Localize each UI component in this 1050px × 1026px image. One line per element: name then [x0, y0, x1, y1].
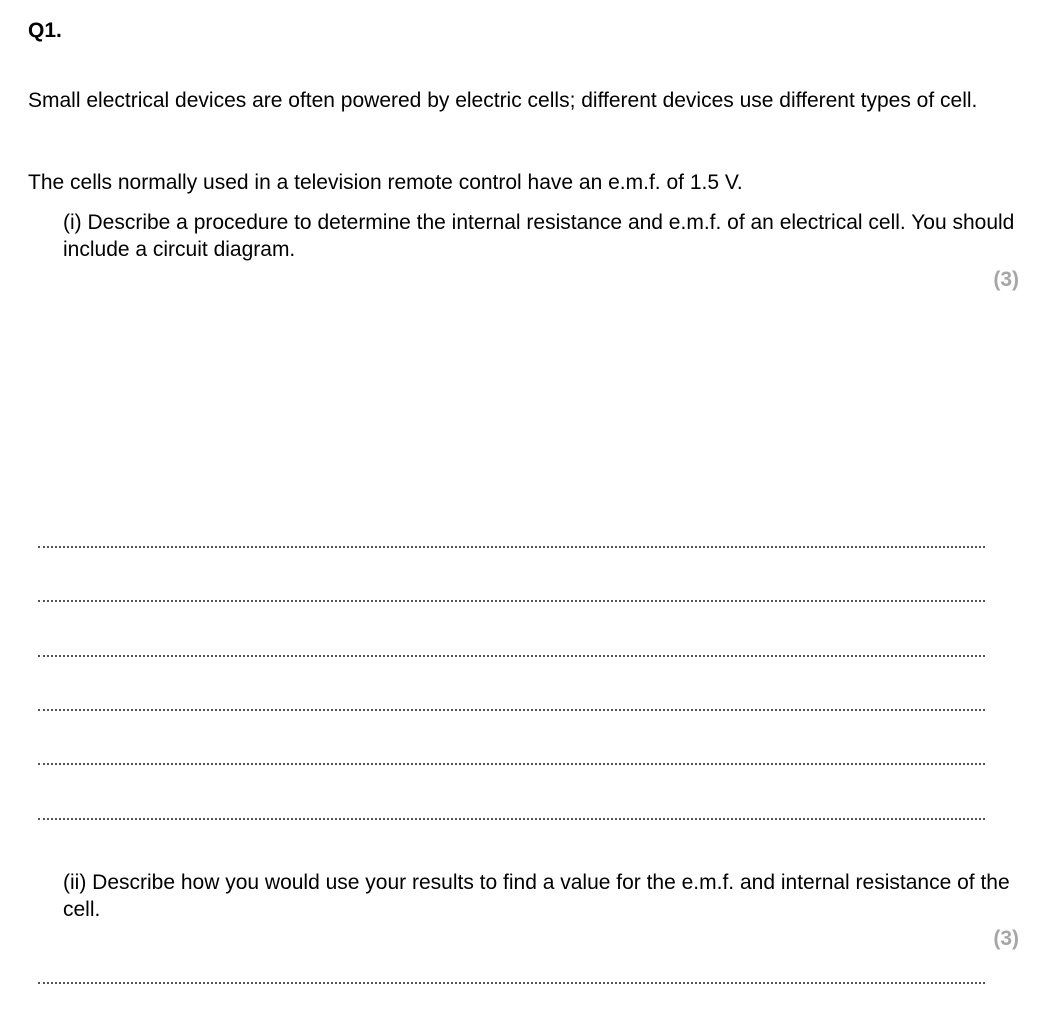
answer-line[interactable]	[38, 709, 985, 711]
answer-line[interactable]	[38, 818, 985, 820]
answer-line[interactable]	[38, 600, 985, 602]
question-context: The cells normally used in a television remote control have an e.m.f. of 1.5 V.	[28, 171, 743, 194]
answer-line[interactable]	[38, 546, 985, 548]
answer-line[interactable]	[38, 655, 985, 657]
part-ii-prompt: (ii) Describe how you would use your results to find a value for the e.m.f. and internal resistance of the cell.	[63, 871, 1010, 921]
answer-line[interactable]	[38, 763, 985, 765]
question-intro: Small electrical devices are often powered by electric cells; different devices use different types of cell.	[28, 89, 978, 112]
part-ii-marks: (3)	[993, 927, 1019, 950]
part-i-prompt: (i) Describe a procedure to determine the internal resistance and e.m.f. of an electrical cell. You should include a circuit diagram.	[63, 211, 1015, 261]
answer-line[interactable]	[38, 982, 985, 984]
part-i-marks: (3)	[993, 268, 1019, 291]
question-number: Q1.	[28, 19, 62, 42]
